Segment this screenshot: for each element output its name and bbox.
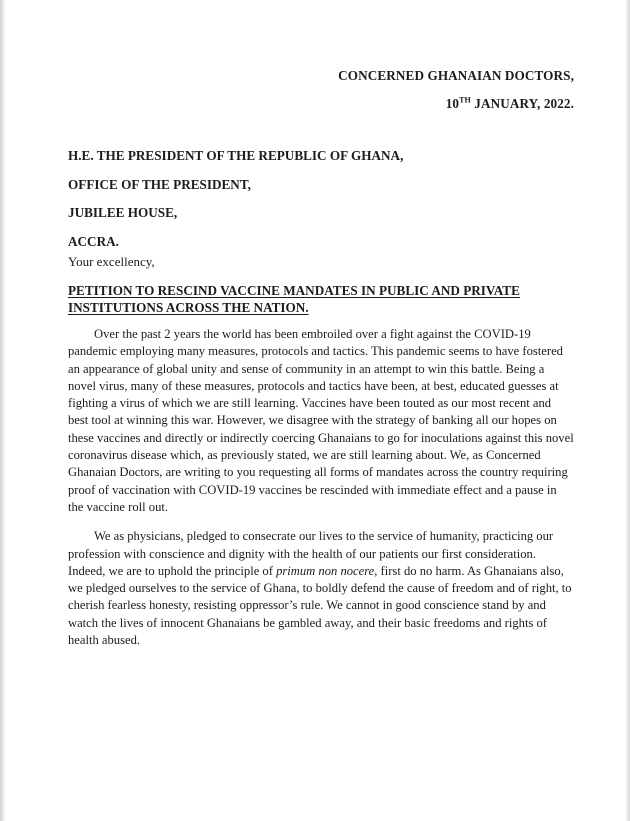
latin-phrase: primum non nocere bbox=[276, 563, 375, 578]
body-paragraph-2 bbox=[68, 528, 574, 649]
sender-organization: CONCERNED GHANAIAN DOCTORS, bbox=[338, 68, 574, 83]
date-month-year: JANUARY, 2022. bbox=[470, 96, 574, 111]
salutation: Your excellency, bbox=[68, 254, 155, 269]
body-paragraph-1: Over the past 2 years the world has been embroiled over a fight against the COVID-19 pandemic employing many measures, protocols and tactics. This pandemic seems to have fostered an appearance of global unity and sense of community in an attempt to win this battle. Being a novel virus, many of these measures, protocols and tactics have been, at best, educated guesses at fighting a virus of which we are still learning. Vaccines have been touted as our most recent and best tool at winning this war. However, we disagree with the strategy of banking all our hopes on these vaccines and directly or indirectly coercing Ghanaians to go for inoculations against this novel coronavirus disease which, as previously stated, we are still learning about. We, as Concerned Ghanaian Doctors, are writing to you requesting all forms of mandates across the country requiring proof of vaccination with COVID-19 vaccines be rescinded with immediate effect and a pause in the vaccine roll out. bbox=[68, 327, 574, 514]
paragraph-2-text-end: , first do no harm. As Ghanaians also, we pledged ourselves to the service of Ghana, to boldly defend the cause of freedom and of right, to cherish fearless honesty, resisting oppressor’s rule. We cannot in good conscience stand by and watch the lives of innocent Ghanaians be gambled away, and their basic freedoms and rights of health abused. bbox=[68, 563, 572, 648]
recipient-line-1: H.E. THE PRESIDENT OF THE REPUBLIC OF GHANA, bbox=[68, 148, 404, 163]
date-suffix: TH bbox=[459, 95, 471, 105]
recipient-line-4: ACCRA. bbox=[68, 233, 119, 249]
subject-line: PETITION TO RESCIND VACCINE MANDATES IN PUBLIC AND PRIVATE INSTITUTIONS ACROSS THE NATION. bbox=[68, 283, 520, 315]
page-edge-left bbox=[0, 0, 6, 821]
page-edge-right bbox=[625, 0, 630, 821]
letter-body bbox=[68, 326, 574, 661]
date-day: 10 bbox=[445, 96, 460, 111]
recipient-address bbox=[68, 142, 403, 256]
recipient-line-2: OFFICE OF THE PRESIDENT, bbox=[68, 176, 251, 192]
paragraph-2-text-start: We as physicians, pledged to consecrate our lives to the service of humanity, practicing our profession with conscience and dignity with the health of our patients our first consideration. Indeed, we are to uphold the principle of bbox=[68, 529, 554, 578]
letter-date bbox=[338, 90, 574, 118]
recipient-line-3: JUBILEE HOUSE, bbox=[68, 205, 178, 220]
sender-block bbox=[338, 62, 574, 118]
